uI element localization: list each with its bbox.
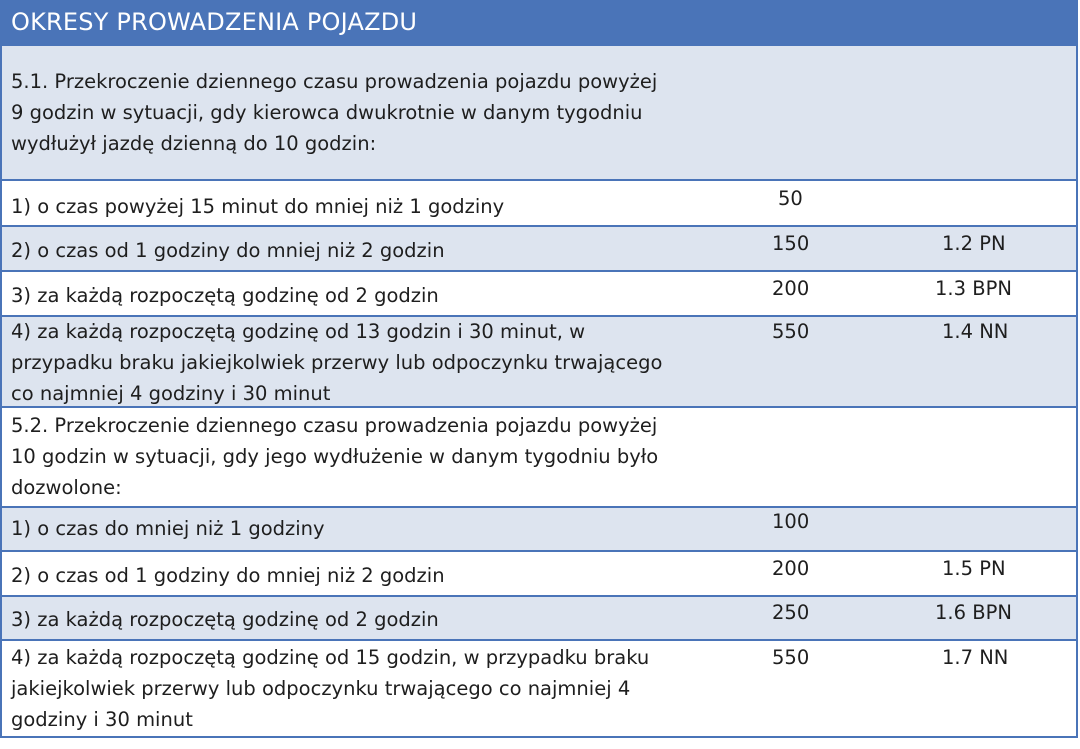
table-title: OKRESY PROWADZENIA POJAZDU: [2, 0, 1076, 44]
row-points: 1.7 NN: [942, 646, 1009, 669]
row-amount: 100: [772, 510, 810, 533]
table-row: [2, 179, 1076, 225]
row-points: 1.6 BPN: [935, 601, 1012, 624]
row-points: 1.2 PN: [942, 232, 1006, 255]
section-heading-row: [2, 406, 1076, 506]
row-description: 1) o czas powyżej 15 minut do mniej niż 1 godziny: [11, 195, 505, 218]
table-row: [2, 270, 1076, 315]
table-row: [2, 315, 1076, 406]
table-row: [2, 550, 1076, 595]
section-heading-5-2: 5.2. Przekroczenie dziennego czasu prowadzenia pojazdu powyżej 10 godzin w sytuacji, gdy jego wydłużenie w danym tygodniu było dozwolone:: [11, 414, 659, 499]
table-row: [2, 225, 1076, 270]
row-amount: 200: [772, 557, 810, 580]
row-amount: 550: [772, 646, 810, 669]
row-amount: 250: [772, 601, 810, 624]
table-row: [2, 639, 1076, 736]
row-description: 1) o czas do mniej niż 1 godziny: [11, 517, 325, 540]
row-amount: 200: [772, 277, 810, 300]
table-row: [2, 595, 1076, 639]
row-amount: 50: [778, 187, 803, 210]
row-description: 2) o czas od 1 godziny do mniej niż 2 godzin: [11, 239, 445, 262]
row-amount: 550: [772, 320, 810, 343]
section-heading-5-1: 5.1. Przekroczenie dziennego czasu prowadzenia pojazdu powyżej 9 godzin w sytuacji, gdy kierowca dwukrotnie w danym tygodniu wydłużył jazdę dzienną do 10 godzin:: [11, 70, 658, 155]
row-description: 3) za każdą rozpoczętą godzinę od 2 godzin: [11, 284, 439, 307]
row-points: 1.3 BPN: [935, 277, 1012, 300]
table-row: [2, 506, 1076, 550]
row-points: 1.4 NN: [942, 320, 1009, 343]
row-description: 4) za każdą rozpoczętą godzinę od 15 godzin, w przypadku braku jakiejkolwiek przerwy lub odpoczynku trwającego co najmniej 4 godziny i 30 minut: [11, 646, 650, 731]
row-description: 4) za każdą rozpoczętą godzinę od 13 godzin i 30 minut, w przypadku braku jakiejkolwiek przerwy lub odpoczynku trwającego co najmniej 4 godziny i 30 minut: [11, 320, 663, 405]
section-heading-row: [2, 44, 1076, 179]
row-description: 2) o czas od 1 godziny do mniej niż 2 godzin: [11, 564, 445, 587]
row-points: 1.5 PN: [942, 557, 1006, 580]
row-description: 3) za każdą rozpoczętą godzinę od 2 godzin: [11, 608, 439, 631]
row-amount: 150: [772, 232, 810, 255]
